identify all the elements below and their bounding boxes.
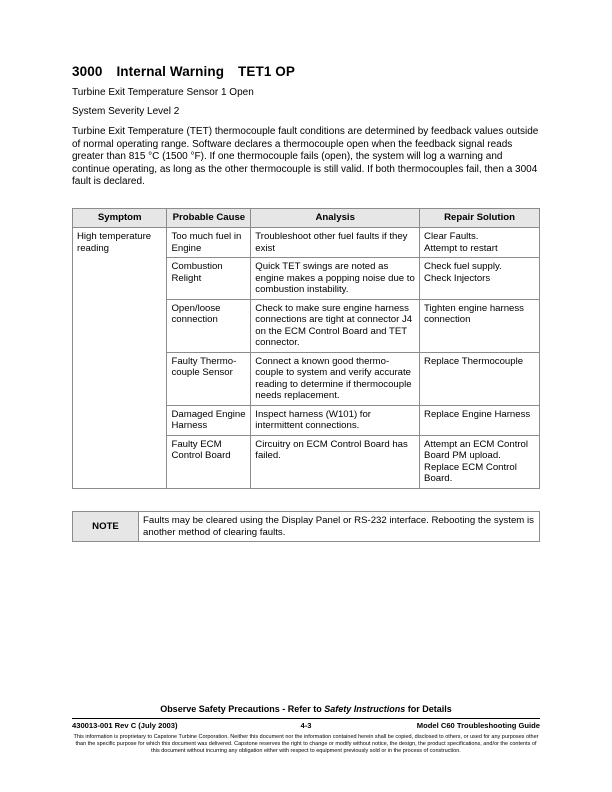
repair-cell: Replace Thermocouple [420,352,540,405]
legal-disclaimer: This information is proprietary to Capstone Turbine Corporation. Neither this document nor the information contained herein shall be copied, disclosed to others, or used for any purposes other than the specific purpose for which this document was delivered. Capstone reserves the right to change or modify without notice, the design, the product specifications, and/or the contents of this document without incurring any obligation either with respect to equipment previously sold or in the process of construction. [73,734,539,755]
repair-line: Clear Faults. [424,231,479,242]
analysis-cell: Troubleshoot other fuel faults if they exist [251,228,420,258]
table-header-row [73,209,540,228]
repair-line: Check Injectors [424,272,491,284]
symptom-cell-empty [73,435,167,488]
header-analysis: Analysis [251,209,420,228]
fault-title: Internal Warning [116,64,225,79]
sensor-description: Turbine Exit Temperature Sensor 1 Open [72,87,254,98]
safety-notice [72,704,540,714]
page-title [72,64,540,79]
analysis-cell: Connect a known good thermo-couple to system and verify accurate reading to determine if thermocouple needs replacement. [251,352,420,405]
table-row [73,258,540,300]
repair-cell [420,435,540,488]
safety-suffix: for Details [405,704,452,714]
footer-divider [72,718,540,719]
header-repair-solution: Repair Solution [420,209,540,228]
guide-title: Model C60 Troubleshooting Guide [416,721,540,730]
note-text: Faults may be cleared using the Display Panel or RS-232 interface. Rebooting the system is another method of clearing faults. [139,512,540,542]
repair-line: Attempt to restart [424,242,498,254]
repair-line: Attempt an ECM Control Board PM upload. [424,438,529,461]
fault-description: Turbine Exit Temperature (TET) thermocouple fault conditions are determined by feedback values outside of normal operating range. Software declares a thermocouple open when the feedback signal reads greater than 815 °C (1500 °F). If one thermocouple fails (open), the system will log a warning and continue operating, as long as the other thermocouple is still valid. If both thermocouples fail, then a 3004 fault is declared. [72,126,539,187]
symptom-cell-empty [73,352,167,405]
safety-prefix: Observe Safety Precautions - Refer to [160,704,325,714]
note-box [72,511,540,542]
symptom-cell-empty [73,405,167,435]
cause-cell: Too much fuel in Engine [167,228,251,258]
repair-line: Replace ECM Control Board. [424,461,517,484]
symptom-cell-empty [73,299,167,352]
analysis-cell: Check to make sure engine harness connections are tight at connector J4 on the ECM Control Board and TET connector. [251,299,420,352]
repair-cell [420,228,540,258]
cause-cell: Open/loose connection [167,299,251,352]
page-number: 4-3 [300,721,312,730]
analysis-cell: Inspect harness (W101) for intermittent connections. [251,405,420,435]
repair-cell: Tighten engine harness connection [420,299,540,352]
header-symptom: Symptom [73,209,167,228]
page-content [72,64,540,197]
repair-line: Check fuel supply. [424,261,502,272]
note-label: NOTE [73,512,139,542]
cause-cell: Faulty Thermo-couple Sensor [167,352,251,405]
symptom-cell-empty [73,258,167,300]
table-row [73,299,540,352]
table-row [73,405,540,435]
doc-number: 430013-001 Rev C (July 2003) [72,721,178,730]
table-row [73,435,540,488]
fault-name: TET1 OP [238,64,296,79]
repair-cell [420,258,540,300]
footer-row [72,721,540,733]
repair-cell: Replace Engine Harness [420,405,540,435]
table-row [73,228,540,258]
severity-level: System Severity Level 2 [72,106,180,117]
safety-link-text: Safety Instructions [324,704,406,714]
cause-cell: Faulty ECM Control Board [167,435,251,488]
cause-cell: Damaged Engine Harness [167,405,251,435]
analysis-cell: Circuitry on ECM Control Board has failed. [251,435,420,488]
table-row [73,352,540,405]
symptom-cell: High temperature reading [73,228,167,258]
cause-cell: Combustion Relight [167,258,251,300]
fault-code: 3000 [72,64,103,79]
troubleshooting-table [72,208,540,489]
header-probable-cause: Probable Cause [167,209,251,228]
analysis-cell: Quick TET swings are noted as engine makes a popping noise due to combustion instability. [251,258,420,300]
